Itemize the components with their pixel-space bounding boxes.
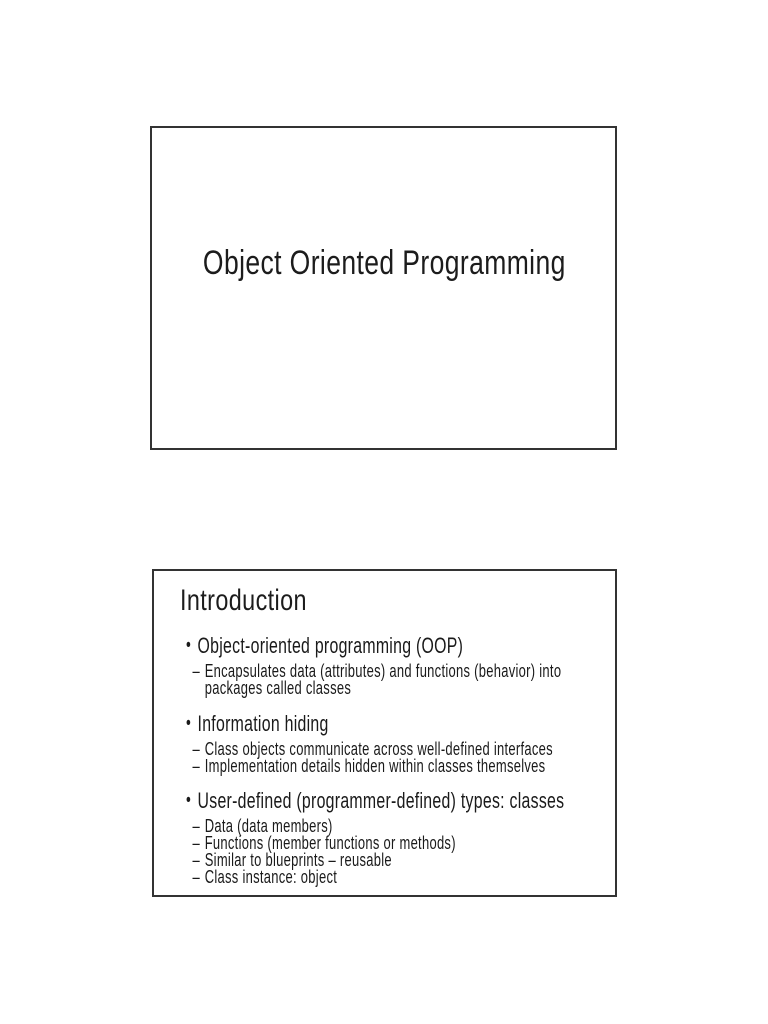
sub-bullet-list xyxy=(192,741,552,775)
bullet-line xyxy=(186,713,553,735)
dash-icon: – xyxy=(192,756,200,776)
bullet-group xyxy=(186,790,564,886)
slide-heading: Introduction xyxy=(180,584,307,617)
slide-introduction-frame xyxy=(152,569,617,897)
bullet-icon: • xyxy=(186,635,192,656)
bullet-icon: • xyxy=(186,713,192,734)
sub-bullet-text: Implementation details hidden within classes themselves xyxy=(204,756,546,776)
sub-bullet-text: Encapsulates data (attributes) and functions (behavior) into xyxy=(204,661,562,681)
sub-bullet-text: Class instance: object xyxy=(204,867,338,887)
slide-title: Object Oriented Programming xyxy=(202,244,566,282)
bullet-group xyxy=(186,635,561,697)
sub-bullet-text: Class objects communicate across well-defined interfaces xyxy=(204,739,553,759)
bullet-text: User-defined (programmer-defined) types: classes xyxy=(197,788,565,813)
bullet-text: Information hiding xyxy=(197,711,329,736)
sub-bullet-list xyxy=(192,818,564,886)
dash-icon: – xyxy=(192,661,200,681)
sub-bullet-list xyxy=(192,663,561,697)
dash-icon: – xyxy=(192,867,200,887)
sub-bullet-text: Functions (member functions or methods) xyxy=(204,833,456,853)
sub-bullet-text: Data (data members) xyxy=(204,816,333,836)
dash-icon: – xyxy=(192,833,200,853)
sub-bullet-text: Similar to blueprints – reusable xyxy=(204,850,392,870)
bullet-group xyxy=(186,713,553,775)
bullet-text: Object-oriented programming (OOP) xyxy=(197,633,464,658)
sub-bullet-line xyxy=(192,758,552,775)
bullet-icon: • xyxy=(186,790,192,811)
slide-title-frame xyxy=(150,126,617,450)
sub-bullet-line xyxy=(192,869,564,886)
sub-bullet-line xyxy=(192,680,561,697)
sub-bullet-text: packages called classes xyxy=(204,678,352,698)
dash-icon: – xyxy=(192,816,200,836)
bullet-line xyxy=(186,635,561,657)
dash-icon: – xyxy=(192,850,200,870)
bullet-line xyxy=(186,790,564,812)
dash-icon: – xyxy=(192,739,200,759)
